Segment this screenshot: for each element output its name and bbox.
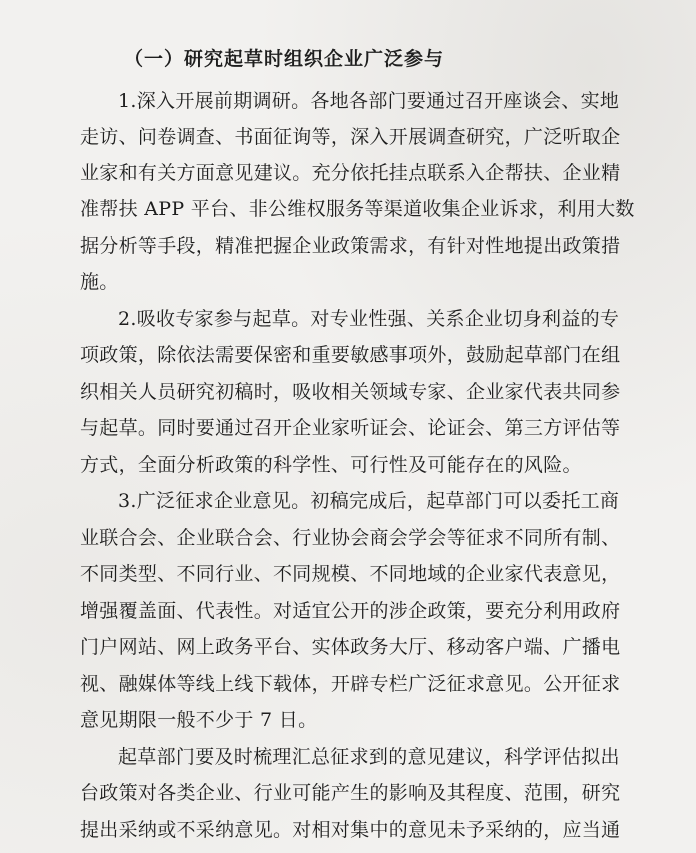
- paragraph-2-line-3: 织相关人员研究初稿时，吸收相关领域专家、企业家代表共同参: [80, 381, 621, 403]
- section-heading: （一）研究起草时组织企业广泛参与: [124, 48, 445, 70]
- paragraph-2-line-5: 方式，全面分析政策的科学性、可行性及可能存在的风险。: [80, 454, 582, 476]
- paragraph-3-line-1: 3.广泛征求企业意见。初稿完成后，起草部门可以委托工商: [118, 490, 620, 512]
- paragraph-3-line-4: 增强覆盖面、代表性。对适宜公开的涉企政策，要充分利用政府: [80, 600, 621, 622]
- paragraph-3-line-6: 视、融媒体等线上线下载体，开辟专栏广泛征求意见。公开征求: [80, 673, 621, 695]
- paragraph-1-line-5: 据分析等手段，精准把握企业政策需求，有针对性地提出政策措: [80, 235, 621, 257]
- paragraph-4-line-2: 台政策对各类企业、行业可能产生的影响及其程度、范围，研究: [80, 782, 621, 804]
- paragraph-2-line-1: 2.吸收专家参与起草。对专业性强、关系企业切身利益的专: [118, 308, 620, 330]
- paragraph-2-line-4: 与起草。同时要通过召开企业家听证会、论证会、第三方评估等: [80, 417, 621, 439]
- paragraph-4-line-3: 提出采纳或不采纳意见。对相对集中的意见未予采纳的，应当通: [80, 819, 621, 841]
- paragraph-2-line-2: 项政策，除依法需要保密和重要敏感事项外，鼓励起草部门在组: [80, 344, 621, 366]
- paragraph-3-line-7: 意见期限一般不少于 7 日。: [80, 709, 318, 731]
- paragraph-1-line-3: 业家和有关方面意见建议。充分依托挂点联系入企帮扶、企业精: [80, 162, 621, 184]
- paragraph-1-line-6: 施。: [80, 271, 119, 293]
- paragraph-3-line-5: 门户网站、网上政务平台、实体政务大厅、移动客户端、广播电: [80, 636, 621, 658]
- paragraph-3-line-3: 不同类型、不同行业、不同规模、不同地域的企业家代表意见，: [80, 563, 621, 585]
- paragraph-1-line-2: 走访、问卷调查、书面征询等，深入开展调查研究，广泛听取企: [80, 126, 621, 148]
- paragraph-3-line-2: 业联合会、企业联合会、行业协会商会学会等征求不同所有制、: [80, 527, 621, 549]
- paragraph-1-line-1: 1.深入开展前期调研。各地各部门要通过召开座谈会、实地: [118, 90, 620, 112]
- paragraph-4-line-1: 起草部门要及时梳理汇总征求到的意见建议，科学评估拟出: [118, 746, 620, 768]
- paragraph-1-line-4: 准帮扶 APP 平台、非公维权服务等渠道收集企业诉求，利用大数: [80, 198, 635, 220]
